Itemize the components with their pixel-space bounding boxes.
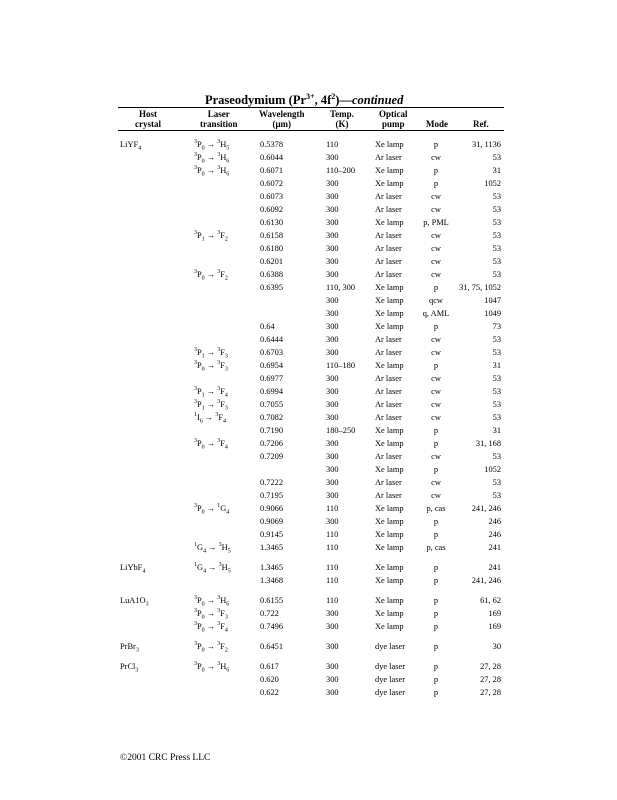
reference-value: 53 — [492, 348, 501, 357]
table-row — [0, 164, 617, 177]
header-temp: Temp. (K) — [330, 109, 354, 129]
laser-transition: $^3P_1 \to ^3F_4$ — [194, 386, 228, 399]
optical-pump-value: Ar laser — [375, 153, 402, 162]
optical-pump-value: Xe lamp — [375, 166, 404, 175]
temperature-value: 300 — [326, 153, 339, 162]
optical-pump-value: Xe lamp — [375, 439, 404, 448]
mode-value: p — [433, 662, 439, 671]
table-row — [0, 346, 617, 359]
laser-transition: $^3P_0 \to ^3F_2$ — [194, 641, 228, 654]
reference-value: 53 — [492, 387, 501, 396]
wavelength-value: 0.6451 — [260, 642, 284, 651]
optical-pump-value: Xe lamp — [375, 283, 404, 292]
temperature-value: 110 — [326, 530, 339, 539]
optical-pump-value: Xe lamp — [375, 609, 404, 618]
wavelength-value: 0.64 — [260, 322, 275, 331]
temperature-value: 110 — [326, 596, 339, 605]
mode-value: cw — [431, 478, 441, 487]
temperature-value: 300 — [326, 309, 339, 318]
host-crystal: PrCl$_3$ — [120, 662, 139, 674]
temperature-value: 110 — [326, 576, 339, 585]
table-row — [0, 673, 617, 686]
laser-transition: $^3P_0 \to ^3F_4$ — [194, 621, 228, 634]
wavelength-value: 0.6977 — [260, 374, 284, 383]
mode-value: qcw — [429, 296, 443, 305]
optical-pump-value: dye laser — [375, 662, 405, 671]
reference-value: 241 — [488, 563, 501, 572]
reference-value: 53 — [492, 231, 501, 240]
table-row — [0, 607, 617, 620]
optical-pump-value: Ar laser — [375, 400, 402, 409]
table-row — [0, 528, 617, 541]
wavelength-value: 0.6044 — [260, 153, 284, 162]
table-row — [0, 359, 617, 372]
table-row — [0, 372, 617, 385]
optical-pump-value: Ar laser — [375, 478, 402, 487]
temperature-value: 300 — [326, 662, 339, 671]
reference-value: 1052 — [484, 465, 501, 474]
reference-value: 53 — [492, 452, 501, 461]
temperature-value: 300 — [326, 322, 339, 331]
optical-pump-value: Xe lamp — [375, 504, 404, 513]
mode-value: p — [433, 465, 439, 474]
temperature-value: 110 — [326, 543, 339, 552]
temperature-value: 300 — [326, 400, 339, 409]
mode-value: cw — [431, 153, 441, 162]
mode-value: p — [433, 642, 439, 651]
laser-transition: $^1G_4 \to ^3H_5$ — [194, 542, 231, 555]
header-host: Host crystal — [135, 109, 161, 129]
table-row — [0, 229, 617, 242]
reference-value: 31, 75, 1052 — [459, 283, 501, 292]
temperature-value: 180–250 — [326, 426, 356, 435]
reference-value: 31 — [492, 166, 501, 175]
reference-value: 53 — [492, 400, 501, 409]
temperature-value: 300 — [326, 296, 339, 305]
optical-pump-value: Ar laser — [375, 205, 402, 214]
optical-pump-value: Xe lamp — [375, 322, 404, 331]
table-row — [0, 574, 617, 587]
mode-value: p — [433, 576, 439, 585]
reference-value: 1052 — [484, 179, 501, 188]
wavelength-value: 1.3468 — [260, 576, 284, 585]
temperature-value: 300 — [326, 609, 339, 618]
optical-pump-value: Xe lamp — [375, 596, 404, 605]
wavelength-value: 0.6073 — [260, 192, 284, 201]
host-crystal: LiYF$_4$ — [120, 140, 142, 152]
optical-pump-value: Ar laser — [375, 491, 402, 500]
wavelength-value: 0.6072 — [260, 179, 284, 188]
optical-pump-value: Xe lamp — [375, 517, 404, 526]
mode-value: p — [433, 361, 439, 370]
wavelength-value: 0.6071 — [260, 166, 284, 175]
reference-value: 31 — [492, 361, 501, 370]
optical-pump-value: Xe lamp — [375, 179, 404, 188]
header-top-rule — [118, 107, 504, 108]
optical-pump-value: Ar laser — [375, 335, 402, 344]
temperature-value: 300 — [326, 348, 339, 357]
optical-pump-value: dye laser — [375, 688, 405, 697]
reference-value: 53 — [492, 413, 501, 422]
wavelength-value: 0.6954 — [260, 361, 284, 370]
table-row — [0, 268, 617, 281]
reference-value: 31, 1136 — [471, 140, 501, 149]
temperature-value: 300 — [326, 478, 339, 487]
mode-value: cw — [431, 452, 441, 461]
optical-pump-value: Xe lamp — [375, 361, 404, 370]
laser-transition: $^3P_0 \to ^3F_3$ — [194, 608, 228, 621]
temperature-value: 300 — [326, 179, 339, 188]
mode-value: p, cas — [426, 543, 446, 552]
table-row — [0, 138, 617, 151]
laser-transition: $^3P_0 \to ^3F_3$ — [194, 360, 228, 373]
laser-transition: $^3P_1 \to ^3F_3$ — [194, 399, 228, 412]
mode-value: p — [433, 322, 439, 331]
table-row — [0, 561, 617, 574]
reference-value: 61, 62 — [480, 596, 501, 605]
temperature-value: 300 — [326, 517, 339, 526]
temperature-value: 300 — [326, 335, 339, 344]
optical-pump-value: Xe lamp — [375, 563, 404, 572]
laser-transition: $^1G_4 \to ^3H_5$ — [194, 562, 231, 575]
optical-pump-value: Xe lamp — [375, 140, 404, 149]
wavelength-value: 0.7082 — [260, 413, 284, 422]
temperature-value: 300 — [326, 374, 339, 383]
header-optical-pump: Optical pump — [379, 109, 408, 129]
optical-pump-value: Ar laser — [375, 270, 402, 279]
mode-value: cw — [431, 348, 441, 357]
table-row — [0, 203, 617, 216]
temperature-value: 110, 300 — [326, 283, 356, 292]
wavelength-value: 0.617 — [260, 662, 279, 671]
mode-value: p — [433, 140, 439, 149]
reference-value: 169 — [488, 622, 501, 631]
wavelength-value: 0.9066 — [260, 504, 284, 513]
reference-value: 1049 — [484, 309, 501, 318]
wavelength-value: 0.622 — [260, 688, 279, 697]
reference-value: 31 — [492, 426, 501, 435]
table-row — [0, 640, 617, 653]
mode-value: p — [433, 517, 439, 526]
reference-value: 53 — [492, 244, 501, 253]
table-row — [0, 660, 617, 673]
temperature-value: 300 — [326, 270, 339, 279]
mode-value: p — [433, 426, 439, 435]
temperature-value: 300 — [326, 642, 339, 651]
wavelength-value: 0.620 — [260, 675, 279, 684]
table-row — [0, 398, 617, 411]
temperature-value: 300 — [326, 413, 339, 422]
mode-value: p — [433, 166, 439, 175]
reference-value: 1047 — [484, 296, 501, 305]
optical-pump-value: Ar laser — [375, 413, 402, 422]
wavelength-value: 0.9145 — [260, 530, 284, 539]
reference-value: 241 — [488, 543, 501, 552]
wavelength-value: 0.9069 — [260, 517, 284, 526]
mode-value: cw — [431, 491, 441, 500]
wavelength-value: 0.5378 — [260, 140, 284, 149]
temperature-value: 110 — [326, 140, 339, 149]
mode-value: p — [433, 688, 439, 697]
table-row — [0, 190, 617, 203]
laser-transition: $^3P_0 \to ^3F_4$ — [194, 438, 228, 451]
reference-value: 241, 246 — [471, 576, 501, 585]
reference-value: 53 — [492, 335, 501, 344]
reference-value: 53 — [492, 257, 501, 266]
laser-transition: $^3P_1 \to ^3F_2$ — [194, 230, 228, 243]
reference-value: 73 — [492, 322, 501, 331]
mode-value: p, cas — [426, 504, 446, 513]
table-row — [0, 515, 617, 528]
reference-value: 169 — [488, 609, 501, 618]
mode-value: p — [433, 596, 439, 605]
table-row — [0, 294, 617, 307]
wavelength-value: 0.6180 — [260, 244, 284, 253]
reference-value: 27, 28 — [480, 688, 501, 697]
table-row — [0, 255, 617, 268]
reference-value: 53 — [492, 270, 501, 279]
optical-pump-value: Xe lamp — [375, 426, 404, 435]
temperature-value: 300 — [326, 218, 339, 227]
mode-value: cw — [431, 205, 441, 214]
table-row — [0, 489, 617, 502]
mode-value: cw — [431, 192, 441, 201]
temperature-value: 300 — [326, 231, 339, 240]
header-wavelength: Wavelength (μm) — [259, 109, 305, 129]
mode-value: cw — [431, 257, 441, 266]
laser-transition: $^3P_0 \to ^1G_4$ — [194, 503, 230, 516]
reference-value: 30 — [492, 642, 501, 651]
host-crystal: LiYbF$_4$ — [120, 563, 146, 575]
optical-pump-value: Ar laser — [375, 192, 402, 201]
table-row — [0, 216, 617, 229]
optical-pump-value: Ar laser — [375, 231, 402, 240]
optical-pump-value: Xe lamp — [375, 465, 404, 474]
table-row — [0, 281, 617, 294]
mode-value: cw — [431, 244, 441, 253]
laser-transition: $^3P_0 \to ^3F_2$ — [194, 269, 228, 282]
mode-value: cw — [431, 270, 441, 279]
temperature-value: 110 — [326, 563, 339, 572]
wavelength-value: 0.6158 — [260, 231, 284, 240]
temperature-value: 300 — [326, 465, 339, 474]
header-ref: Ref. — [473, 119, 489, 129]
table-row — [0, 307, 617, 320]
temperature-value: 300 — [326, 244, 339, 253]
optical-pump-value: Ar laser — [375, 452, 402, 461]
wavelength-value: 0.722 — [260, 609, 279, 618]
wavelength-value: 1.3465 — [260, 563, 284, 572]
optical-pump-value: Xe lamp — [375, 309, 404, 318]
optical-pump-value: dye laser — [375, 642, 405, 651]
optical-pump-value: Xe lamp — [375, 543, 404, 552]
table-row — [0, 320, 617, 333]
temperature-value: 300 — [326, 622, 339, 631]
reference-value: 27, 28 — [480, 675, 501, 684]
optical-pump-value: Xe lamp — [375, 576, 404, 585]
mode-value: p — [433, 563, 439, 572]
table-row — [0, 151, 617, 164]
wavelength-value: 1.3465 — [260, 543, 284, 552]
laser-transition: $^3P_0 \to ^3H_5$ — [194, 139, 230, 152]
mode-value: p — [433, 179, 439, 188]
table-row — [0, 476, 617, 489]
temperature-value: 300 — [326, 205, 339, 214]
optical-pump-value: Ar laser — [375, 348, 402, 357]
table-row — [0, 620, 617, 633]
temperature-value: 110–200 — [326, 166, 356, 175]
wavelength-value: 0.6395 — [260, 283, 284, 292]
wavelength-value: 0.7055 — [260, 400, 284, 409]
table-row — [0, 437, 617, 450]
temperature-value: 300 — [326, 452, 339, 461]
mode-value: cw — [431, 374, 441, 383]
mode-value: p — [433, 283, 439, 292]
table-row — [0, 385, 617, 398]
mode-value: cw — [431, 231, 441, 240]
reference-value: 53 — [492, 192, 501, 201]
table-row — [0, 463, 617, 476]
wavelength-value: 0.7222 — [260, 478, 284, 487]
wavelength-value: 0.6130 — [260, 218, 284, 227]
host-crystal: PrBr$_3$ — [120, 642, 139, 654]
optical-pump-value: Ar laser — [375, 257, 402, 266]
wavelength-value: 0.7190 — [260, 426, 284, 435]
optical-pump-value: dye laser — [375, 675, 405, 684]
table-row — [0, 541, 617, 554]
mode-value: q, AML — [422, 309, 450, 318]
optical-pump-value: Xe lamp — [375, 218, 404, 227]
laser-transition: $^3P_0 \to ^3H_6$ — [194, 661, 230, 674]
reference-value: 31, 168 — [475, 439, 501, 448]
reference-value: 53 — [492, 491, 501, 500]
temperature-value: 300 — [326, 257, 339, 266]
wavelength-value: 0.6092 — [260, 205, 284, 214]
table-body — [0, 138, 617, 699]
wavelength-value: 0.6994 — [260, 387, 284, 396]
wavelength-value: 0.6388 — [260, 270, 284, 279]
table-row — [0, 333, 617, 346]
optical-pump-value: Xe lamp — [375, 622, 404, 631]
mode-value: p — [433, 675, 439, 684]
wavelength-value: 0.7209 — [260, 452, 284, 461]
temperature-value: 300 — [326, 192, 339, 201]
wavelength-value: 0.7195 — [260, 491, 284, 500]
optical-pump-value: Xe lamp — [375, 296, 404, 305]
laser-transition: $^3P_0 \to ^3H_6$ — [194, 595, 230, 608]
wavelength-value: 0.6444 — [260, 335, 284, 344]
mode-value: p — [433, 609, 439, 618]
header-mode: Mode — [426, 119, 448, 129]
mode-value: cw — [431, 400, 441, 409]
temperature-value: 300 — [326, 688, 339, 697]
table-row — [0, 424, 617, 437]
temperature-value: 110 — [326, 504, 339, 513]
reference-value: 241, 246 — [471, 504, 501, 513]
mode-value: p, PML — [423, 218, 449, 227]
reference-value: 246 — [488, 530, 501, 539]
reference-value: 53 — [492, 153, 501, 162]
laser-transition: $^3P_0 \to ^3H_6$ — [194, 152, 230, 165]
table-row — [0, 686, 617, 699]
wavelength-value: 0.7206 — [260, 439, 284, 448]
mode-value: cw — [431, 335, 441, 344]
mode-value: p — [433, 622, 439, 631]
mode-value: p — [433, 530, 439, 539]
temperature-value: 300 — [326, 439, 339, 448]
reference-value: 53 — [492, 205, 501, 214]
table-row — [0, 450, 617, 463]
temperature-value: 300 — [326, 675, 339, 684]
table-row — [0, 242, 617, 255]
reference-value: 53 — [492, 478, 501, 487]
temperature-value: 300 — [326, 491, 339, 500]
wavelength-value: 0.6201 — [260, 257, 284, 266]
optical-pump-value: Ar laser — [375, 387, 402, 396]
optical-pump-value: Ar laser — [375, 374, 402, 383]
host-crystal: $LuA1O_3$ — [120, 596, 149, 608]
temperature-value: 300 — [326, 387, 339, 396]
wavelength-value: 0.7496 — [260, 622, 284, 631]
header-bottom-rule — [118, 130, 504, 131]
mode-value: p — [433, 439, 439, 448]
temperature-value: 110–180 — [326, 361, 356, 370]
laser-transition: $^1I_6 \to ^3F_4$ — [194, 412, 227, 425]
copyright-footer: ©2001 CRC Press LLC — [120, 753, 211, 763]
reference-value: 27, 28 — [480, 662, 501, 671]
optical-pump-value: Xe lamp — [375, 530, 404, 539]
table-title: Praseodymium ($Pr^{3+}$, $4f^2)—continued$ — [205, 91, 404, 107]
table-row — [0, 411, 617, 424]
wavelength-value: 0.6155 — [260, 596, 284, 605]
laser-transition: $^3P_1 \to ^3F_3$ — [194, 347, 228, 360]
mode-value: cw — [431, 413, 441, 422]
optical-pump-value: Ar laser — [375, 244, 402, 253]
table-row — [0, 594, 617, 607]
wavelength-value: 0.6703 — [260, 348, 284, 357]
header-transition: Laser transition — [200, 109, 238, 129]
mode-value: cw — [431, 387, 441, 396]
table-row — [0, 177, 617, 190]
table-row — [0, 502, 617, 515]
reference-value: 53 — [492, 374, 501, 383]
laser-transition: $^3P_0 \to ^3H_6$ — [194, 165, 230, 178]
reference-value: 246 — [488, 517, 501, 526]
continued-label: —continued — [339, 93, 404, 107]
reference-value: 53 — [492, 218, 501, 227]
